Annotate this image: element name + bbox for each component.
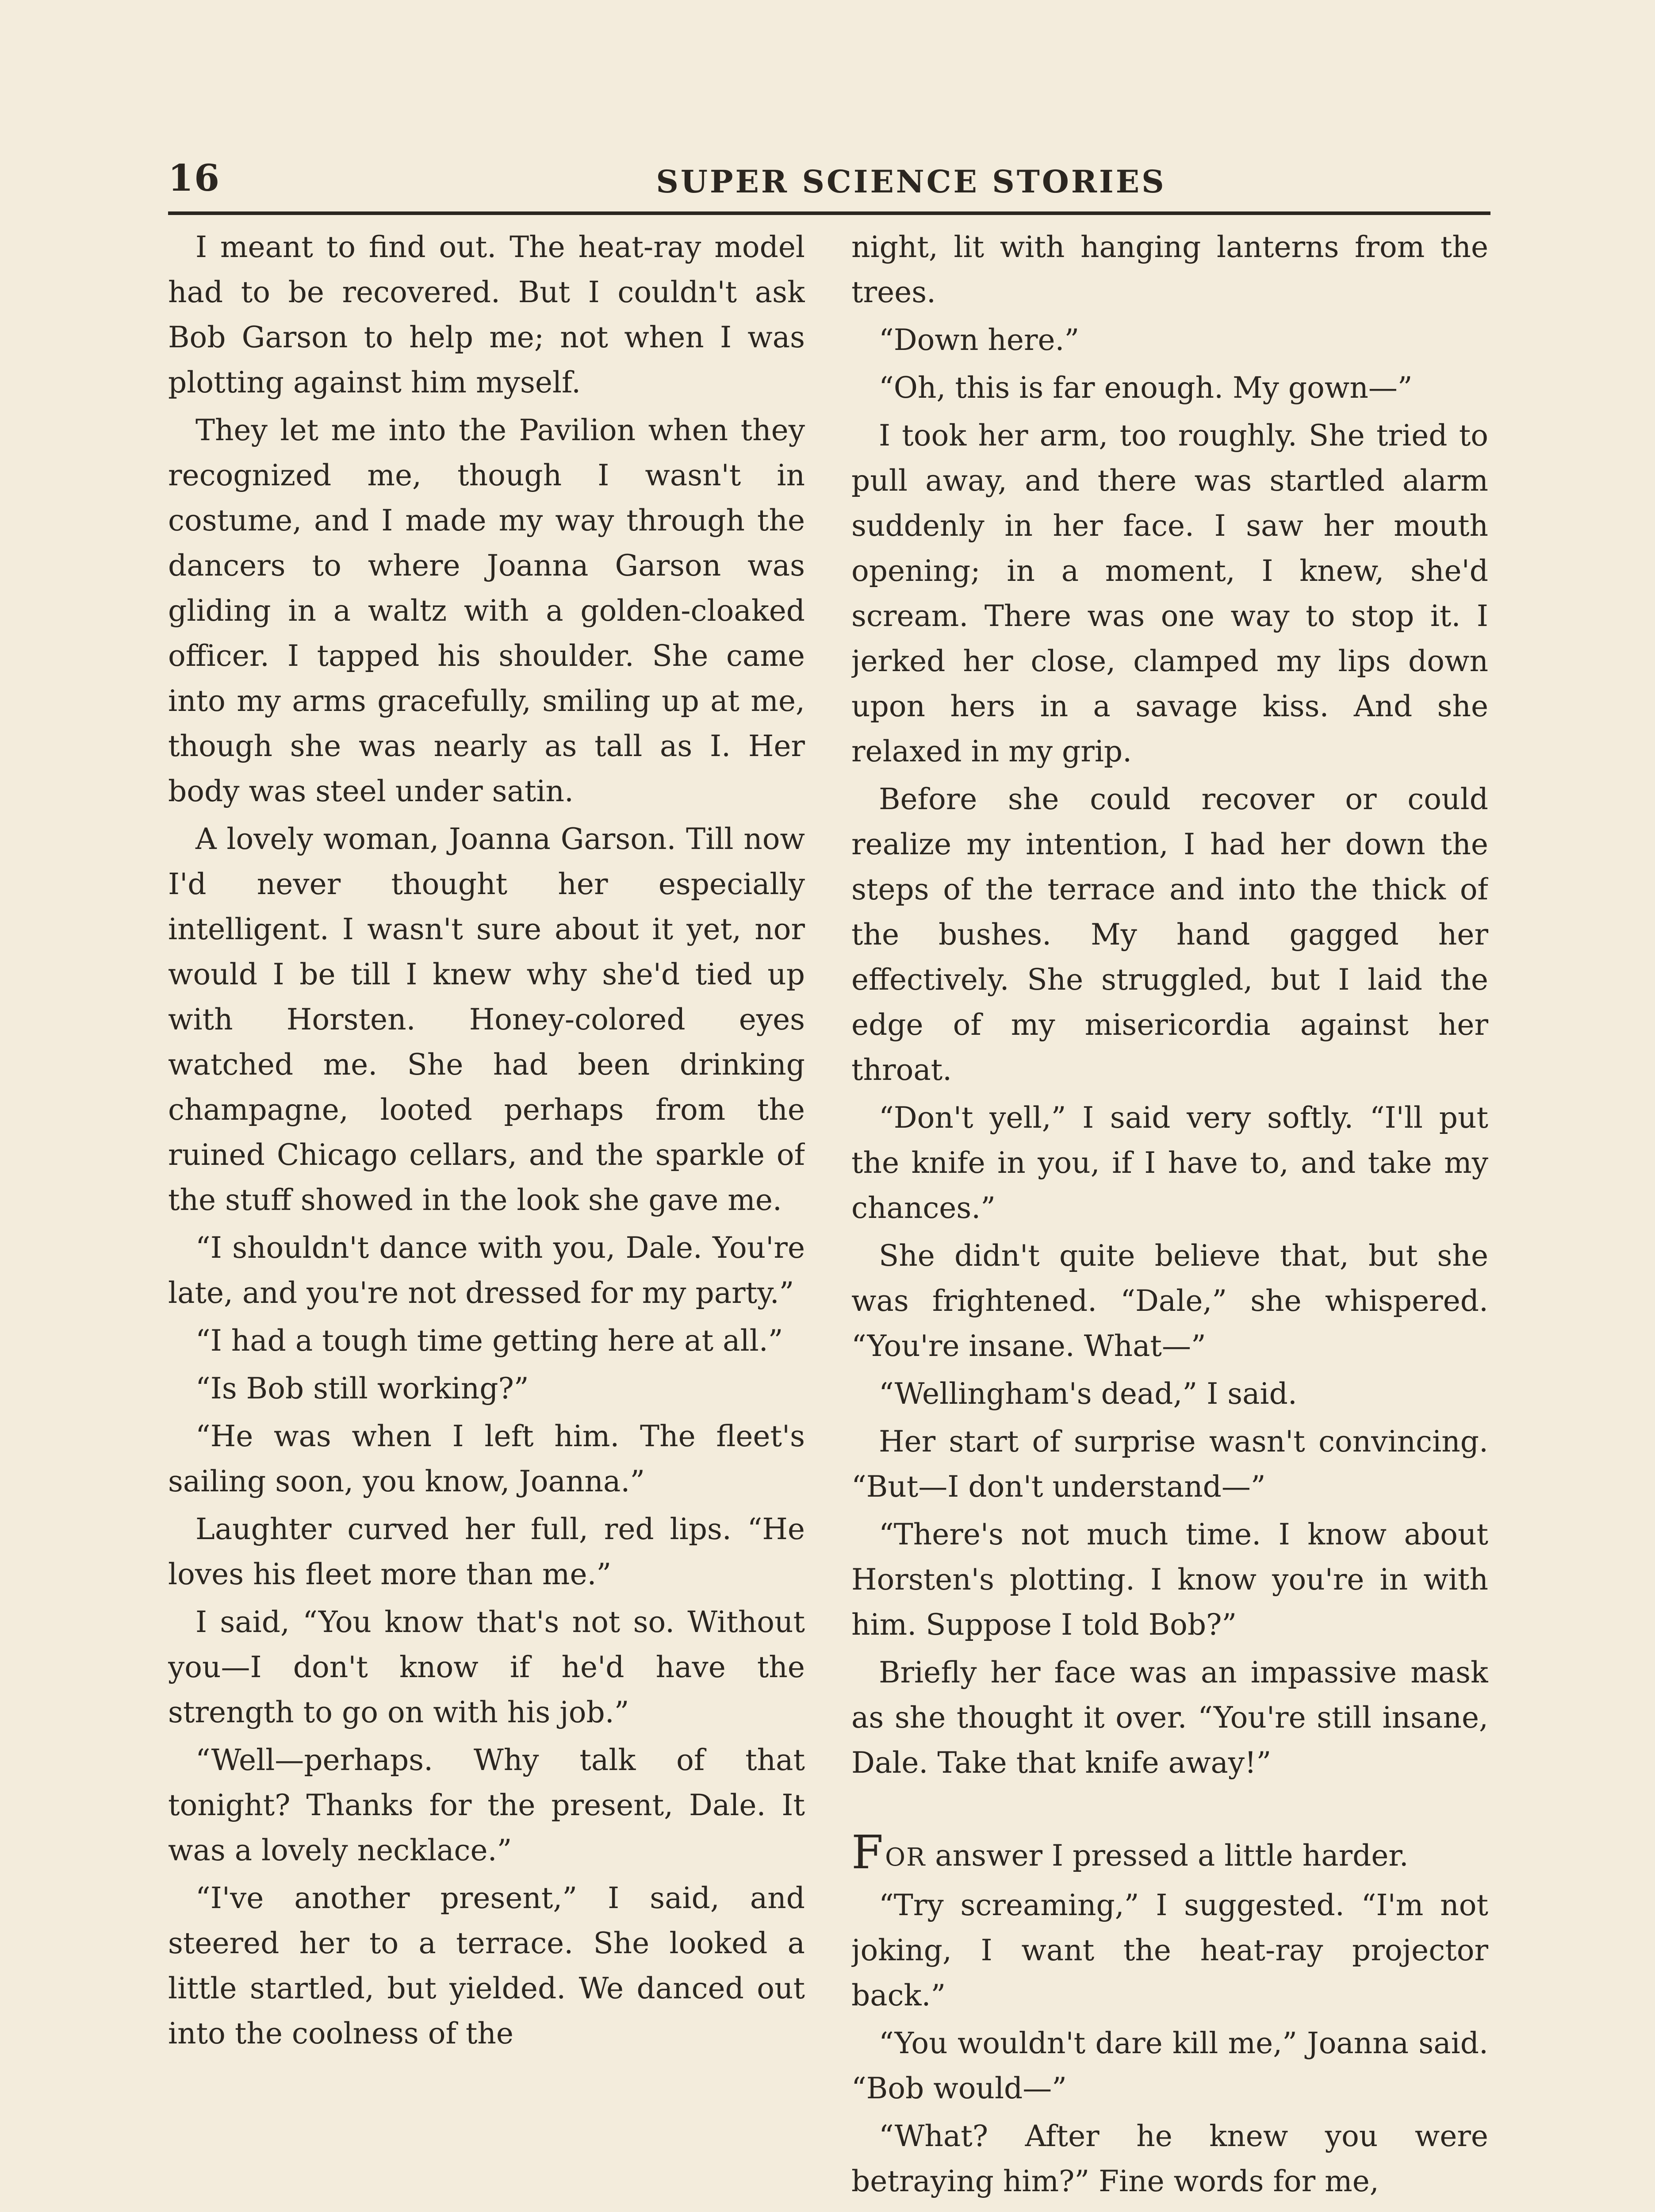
paragraph: “I've another present,” I said, and steered her to a terrace. She looked a little startled, but yielded. We danced out into the coolness of the — [168, 1881, 805, 2051]
paragraph: “I had a tough time getting here at all.” — [195, 1324, 783, 1358]
paragraph: “I shouldn't dance with you, Dale. You're late, and you're not dressed for my party.” — [168, 1231, 805, 1310]
paragraph: “Well—perhaps. Why talk of that tonight? Thanks for the present, Dale. It was a lovely necklace.” — [168, 1743, 805, 1867]
paragraph: “Wellingham's dead,” I said. — [879, 1377, 1297, 1411]
paragraph: I took her arm, too roughly. She tried to pull away, and there was startled alarm suddenly in her face. I saw her mouth opening; in a moment, I knew, she'd scream. There was one way to stop it. I jerked her close, clamped my lips down upon hers in a savage kiss. And she relaxed in my grip. — [851, 419, 1488, 768]
section-opening-text: answer I pressed a little harder. — [926, 1839, 1409, 1873]
paragraph: A lovely woman, Joanna Garson. Till now I'd never thought her especially intelligent. I wasn't sure about it yet, nor would I be till I knew why she'd tied up with Horsten. Honey-colored eyes watched me. She had been drinking champagne, looted perhaps from the ruined Chicago cellars, and the sparkle of the stuff showed in the look she gave me. — [168, 822, 805, 1217]
paragraph: I meant to find out. The heat-ray model had to be recovered. But I couldn't ask Bob Garson to help me; not when I was plotting against him myself. — [168, 230, 805, 399]
page-header — [168, 157, 1495, 210]
paragraph: Before she could recover or could realize my intention, I had her down the steps of the terrace and into the thick of the bushes. My hand gagged her effectively. She struggled, but I laid the edge of my misericordia against her throat. — [851, 782, 1488, 1087]
paragraph: “There's not much time. I know about Horsten's plotting. I know you're in with him. Suppose I told Bob?” — [851, 1517, 1488, 1642]
paragraph: “What? After he knew you were betraying him?” Fine words for me, — [851, 2119, 1488, 2198]
right-column — [851, 225, 1488, 2212]
small-caps-word: OR — [885, 1843, 926, 1872]
paragraph: Laughter curved her full, red lips. “He loves his fleet more than me.” — [168, 1512, 805, 1591]
paragraph: “Is Bob still working?” — [195, 1371, 529, 1406]
paragraph: “Don't yell,” I said very softly. “I'll put the knife in you, if I have to, and take my chances.” — [851, 1101, 1488, 1225]
paragraph: Briefly her face was an impassive mask as she thought it over. “You're still insane, Dale. Take that knife away!” — [851, 1655, 1488, 1780]
paragraph: “Try screaming,” I suggested. “I'm not joking, I want the heat-ray projector back.” — [851, 1888, 1488, 2012]
paragraph-continued: night, lit with hanging lanterns from the trees. — [851, 230, 1488, 309]
section-opening-paragraph — [851, 1825, 1488, 1880]
paragraph: I said, “You know that's not so. Without you—I don't know if he'd have the strength to go on with his job.” — [168, 1605, 805, 1729]
paragraph: They let me into the Pavilion when they recognized me, though I wasn't in costume, and I made my way through the dancers to where Joanna Garson was gliding in a waltz with a golden-cloaked officer. I tapped his shoulder. She came into my arms gracefully, smiling up at me, though she was nearly as tall as I. Her body was steel under satin. — [168, 413, 805, 808]
paragraph: She didn't quite believe that, but she was frightened. “Dale,” she whispered. “You're insane. What—” — [851, 1239, 1488, 1363]
paragraph: Her start of surprise wasn't convincing. “But—I don't understand—” — [851, 1425, 1488, 1504]
left-column — [168, 225, 805, 2212]
paragraph: “Oh, this is far enough. My gown—” — [879, 371, 1413, 405]
running-title: SUPER SCIENCE STORIES — [656, 163, 1166, 200]
drop-letter: F — [851, 1825, 884, 1879]
paragraph: “He was when I left him. The fleet's sailing soon, you know, Joanna.” — [168, 1419, 805, 1498]
paragraph: “You wouldn't dare kill me,” Joanna said. “Bob would—” — [851, 2026, 1488, 2105]
paragraph: “Down here.” — [879, 323, 1080, 357]
page-number: 16 — [168, 157, 221, 200]
header-rule — [168, 211, 1490, 215]
